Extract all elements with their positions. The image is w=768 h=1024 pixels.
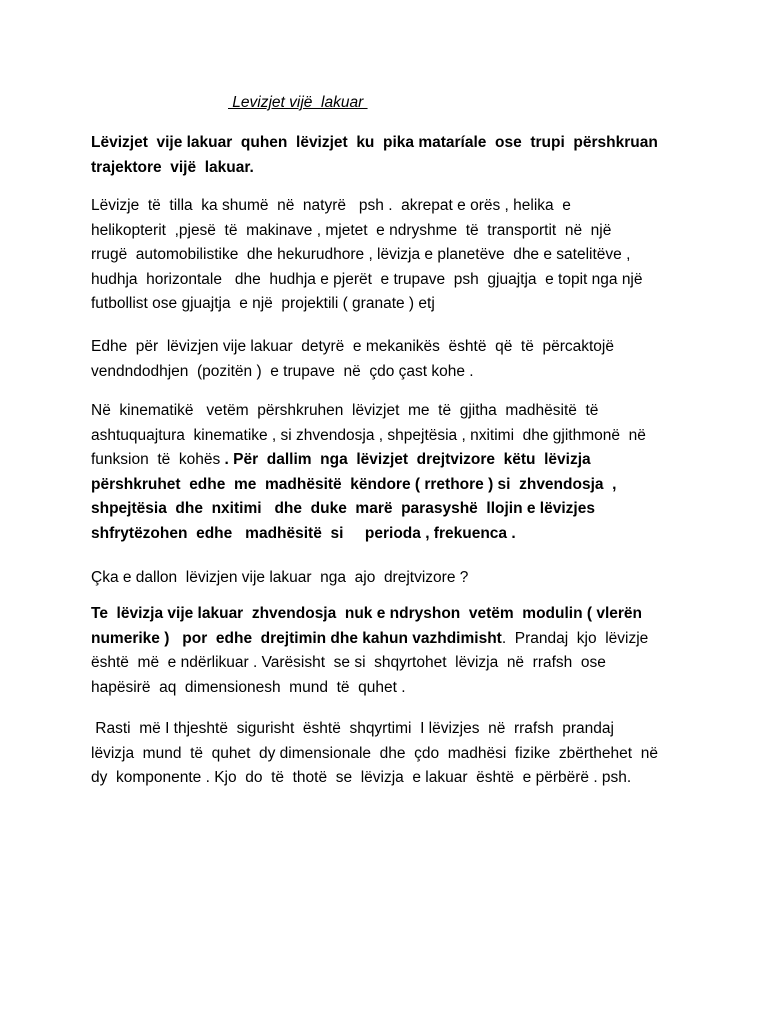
paragraph-answer — [91, 602, 648, 700]
text-line: Lëvizje të tilla ka shumë në natyrë psh . akrepat e orës , helika e — [91, 197, 571, 214]
text-line — [91, 627, 648, 652]
text-line: Te lëvizja vije lakuar zhvendosja nuk e ndryshon vetëm modulin ( vlerën — [91, 605, 642, 622]
text-line: Rasti më I thjeshtë sigurisht është shqyrtimi I lëvizjes në rrafsh prandaj — [91, 720, 614, 737]
paragraph-two-dimensional — [91, 717, 658, 791]
text-segment: funksion të kohës — [91, 451, 221, 468]
document-title: Levizjet vijë lakuar — [228, 94, 368, 111]
text-line: Në kinematikë vetëm përshkruhen lëvizjet me të gjitha madhësitë të — [91, 402, 599, 419]
text-line: përshkruhet edhe me madhësitë këndore ( rrethore ) si zhvendosja , — [91, 475, 617, 493]
text-line: Edhe për lëvizjen vije lakuar detyrë e mekanikës është që të përcaktojë — [91, 338, 614, 355]
text-line: helikopterit ,pjesë të makinave , mjetet e ndryshme të transportit në një — [91, 221, 612, 239]
text-line: lëvizja mund të quhet dy dimensionale dhe çdo madhësi fizike zbërthehet në — [91, 744, 658, 762]
text-line: Lëvizjet vije lakuar quhen lëvizjet ku pika mataríale ose trupi përshkruan — [91, 134, 658, 151]
text-line — [91, 448, 646, 473]
text-line: hudhja horizontale dhe hudhja e pjerët e trupave psh gjuajtja e topit nga një — [91, 270, 643, 288]
paragraph-definition — [91, 131, 658, 180]
text-line: shpejtësia dhe nxitimi dhe duke marë parasyshë llojin e lëvizjes — [91, 500, 595, 517]
paragraph-question — [91, 566, 468, 591]
text-line: është më e ndërlikuar . Varësisht se si shqyrtohet lëvizja në rrafsh ose — [91, 654, 606, 671]
text-line: dy komponente . Kjo do të thotë se lëvizja e lakuar është e përbërë . psh. — [91, 769, 632, 786]
bold-text-segment: . Për dallim nga lëvizjet drejtvizore këtu lëvizja — [220, 451, 591, 468]
text-line: shfrytëzohen edhe madhësitë si perioda , frekuenca . — [91, 524, 516, 542]
text-line: hapësirë aq dimensionesh mund të quhet . — [91, 678, 406, 696]
text-line: futbollist ose gjuajtja e një projektili ( granate ) etj — [91, 295, 435, 312]
paragraph-examples — [91, 194, 643, 317]
paragraph-mechanics-task — [91, 335, 614, 384]
paragraph-kinematics — [91, 399, 646, 546]
text-line: ashtuquajtura kinematike , si zhvendosja , shpejtësia , nxitimi dhe gjithmonë në — [91, 426, 646, 444]
text-line: rrugë automobilistike dhe hekurudhore , lëvizja e planetëve dhe e satelitëve , — [91, 246, 631, 263]
bold-text-segment: numerike ) por edhe drejtimin dhe kahun vazhdimisht — [91, 629, 502, 647]
text-line: vendndodhjen (pozitën ) e trupave në çdo çast kohe . — [91, 362, 474, 380]
text-line: trajektore vijë lakuar. — [91, 158, 254, 176]
text-line: Çka e dallon lëvizjen vije lakuar nga ajo drejtvizore ? — [91, 569, 469, 586]
text-segment: . Prandaj kjo lëvizje — [501, 629, 649, 647]
